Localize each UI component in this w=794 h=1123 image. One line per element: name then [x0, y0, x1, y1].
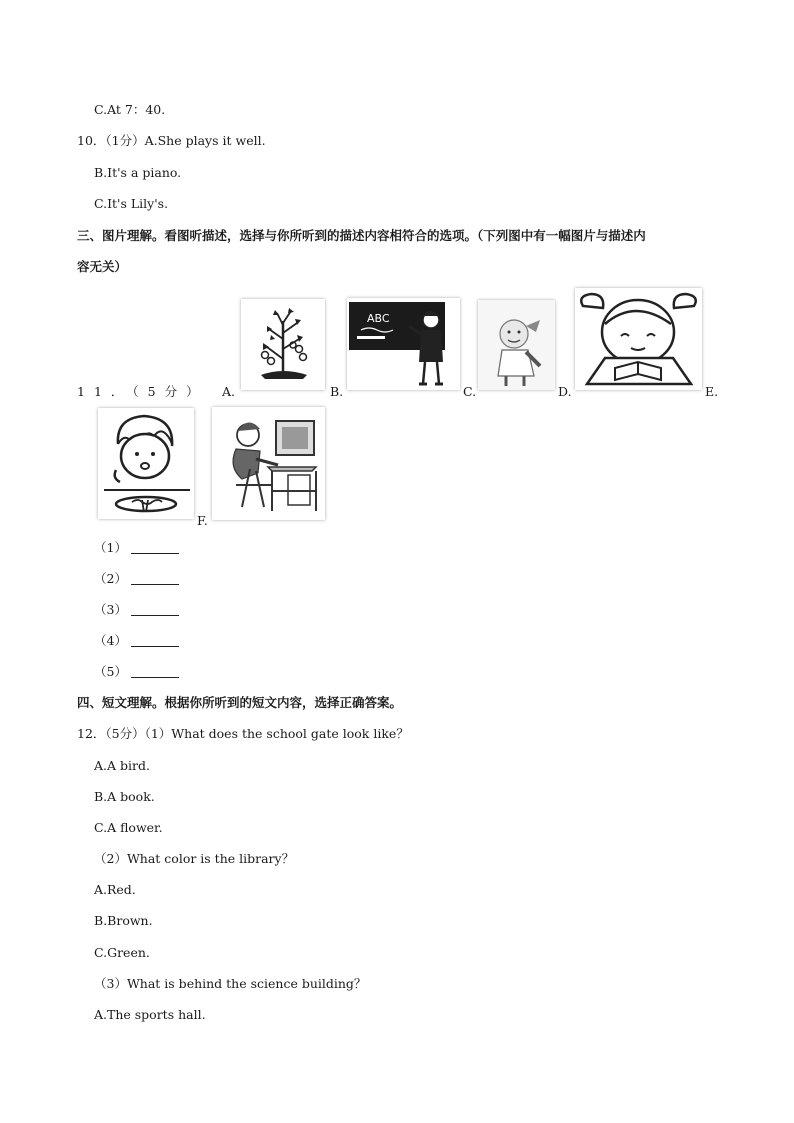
- q9-option-c: C.At 7：40.: [94, 102, 166, 117]
- q11-number: 11．（5分）: [77, 384, 208, 399]
- picture-label-e: E.: [705, 384, 719, 399]
- q12-p2-option-b: B.Brown.: [94, 913, 153, 928]
- answer-label: （5）: [94, 664, 127, 679]
- q12-p3-question: （3）What is behind the science building？: [94, 976, 367, 991]
- q10-stem: 10．（1分）A.She plays it well.: [77, 133, 266, 148]
- picture-d-girl-reading: [575, 288, 702, 390]
- q12-p1-option-c: C.A flower.: [94, 820, 163, 835]
- section3-heading: 三、图片理解。看图听描述，选择与你所听到的描述内容相符合的选项。（下列图中有一幅图片与描述内: [77, 228, 646, 243]
- answer-blank-4[interactable]: [94, 633, 179, 649]
- answer-blank-3[interactable]: [94, 602, 179, 618]
- q10-option-b: B.It's a piano.: [94, 165, 182, 180]
- q12-p1-option-a: A.A bird.: [94, 758, 150, 773]
- picture-label-d: D.: [558, 384, 572, 399]
- tree-icon: [241, 299, 325, 390]
- q12-p2-option-c: C.Green.: [94, 945, 150, 960]
- blank-line: [131, 665, 179, 678]
- q12-p2-option-a: A.Red.: [94, 882, 136, 897]
- q12-p1-option-b: B.A book.: [94, 789, 155, 804]
- picture-a-tree: [241, 299, 325, 390]
- answer-blank-1[interactable]: [94, 540, 179, 556]
- teacher-blackboard-icon: [347, 298, 460, 390]
- answer-blank-2[interactable]: [94, 571, 179, 587]
- q12-p2-question: （2）What color is the library？: [94, 851, 295, 866]
- answer-label: （3）: [94, 602, 127, 617]
- blank-line: [131, 541, 179, 554]
- q12-stem: 12．（5分）（1）What does the school gate look like？: [77, 726, 409, 741]
- boy-eating-icon: [98, 408, 194, 519]
- answer-blank-5[interactable]: [94, 664, 179, 680]
- section4-heading: 四、短文理解。根据你所听到的短文内容，选择正确答案。: [77, 695, 403, 710]
- blank-line: [131, 572, 179, 585]
- picture-label-f: F.: [197, 513, 208, 528]
- blank-line: [131, 634, 179, 647]
- picture-label-b: B.: [330, 384, 344, 399]
- computer-icon: [212, 407, 325, 520]
- section3-heading-cont: 容无关）: [77, 259, 128, 274]
- q12-p3-option-a: A.The sports hall.: [94, 1007, 206, 1022]
- blank-line: [131, 603, 179, 616]
- picture-e-boy-eating: [98, 408, 194, 519]
- answer-label: （2）: [94, 571, 127, 586]
- svg-text:ABC: ABC: [367, 312, 390, 325]
- picture-label-c: C.: [463, 384, 477, 399]
- picture-b-teacher: [347, 298, 460, 390]
- picture-c-boy: [478, 300, 555, 390]
- q10-option-c: C.It's Lily's.: [94, 196, 169, 211]
- picture-label-a: A.: [222, 384, 236, 399]
- answer-label: （4）: [94, 633, 127, 648]
- picture-f-boy-computer: [212, 407, 325, 520]
- girl-reading-icon: [575, 288, 702, 390]
- answer-label: （1）: [94, 540, 127, 555]
- boy-hat-icon: [478, 300, 555, 390]
